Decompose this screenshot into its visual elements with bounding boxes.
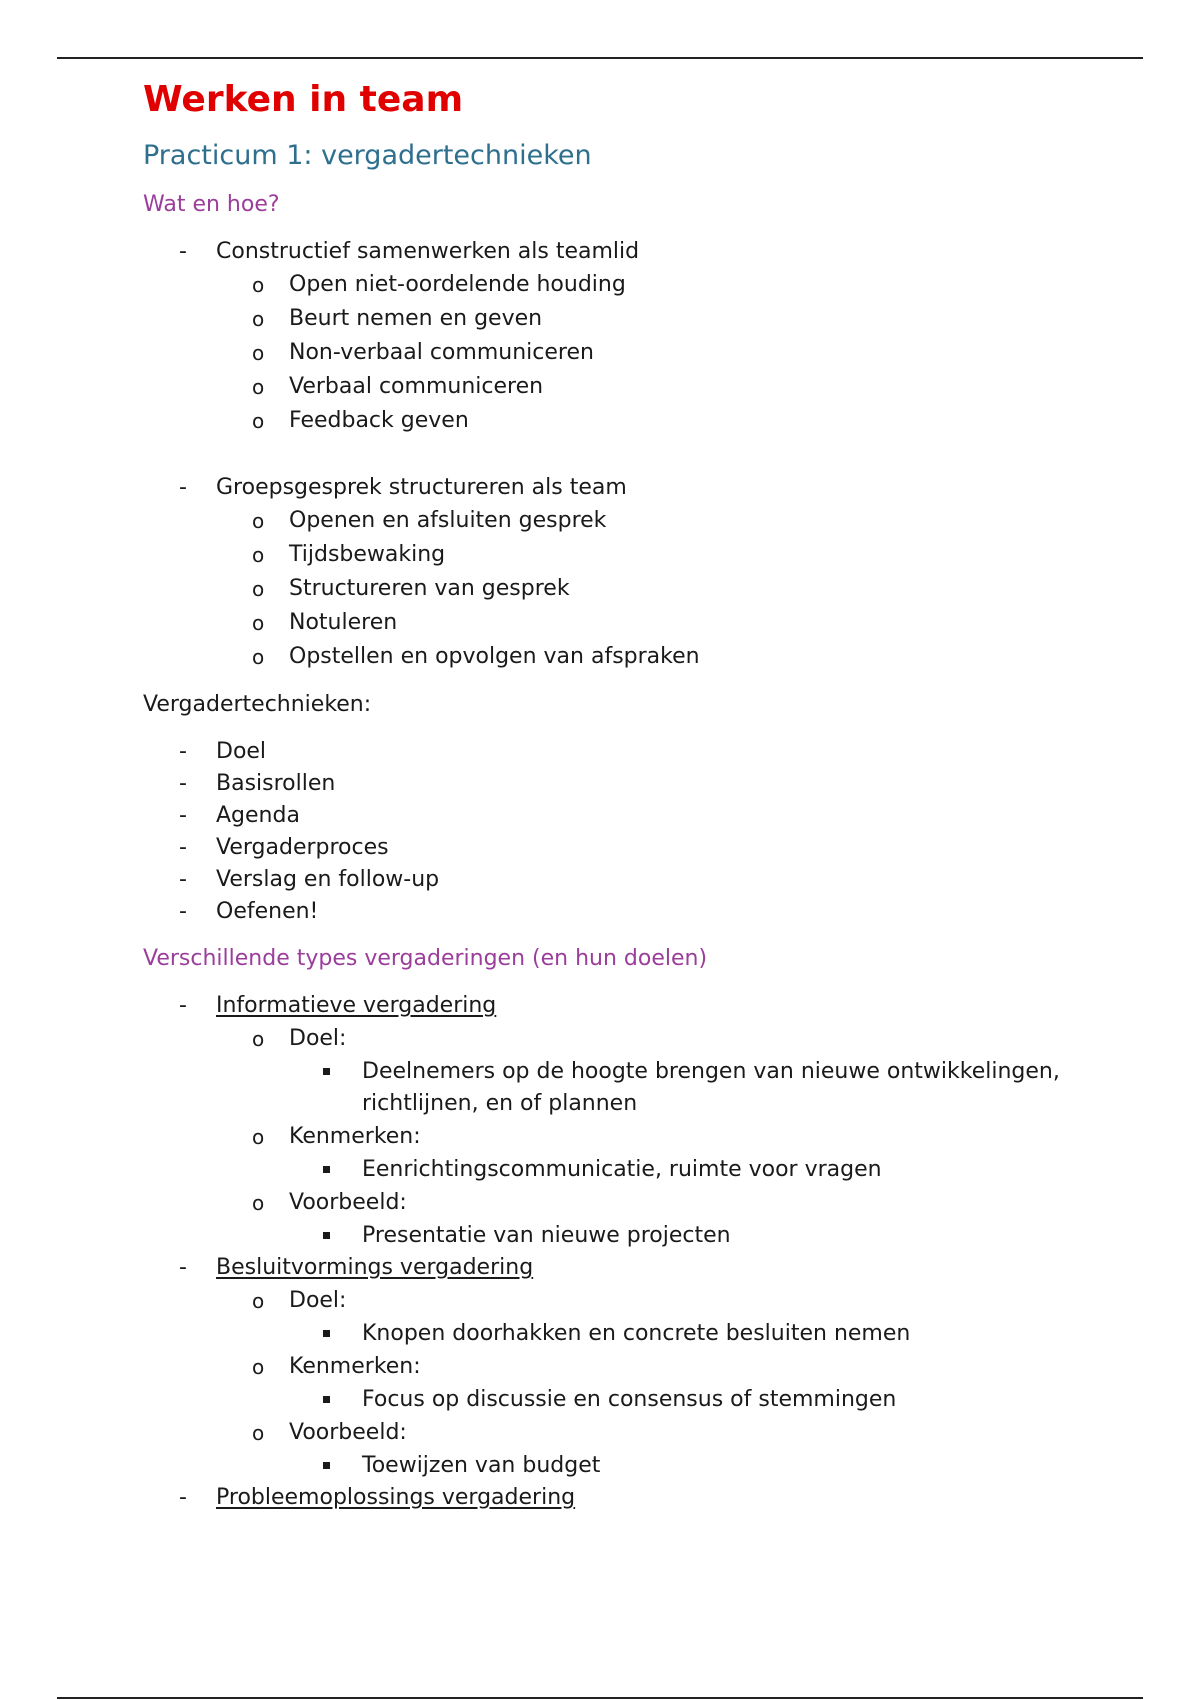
sub-sub-list-item-label: Knopen doorhakken en concrete besluiten nemen xyxy=(362,1321,911,1346)
sub-sub-list xyxy=(289,1220,1143,1252)
circle-bullet-icon: o xyxy=(252,1191,265,1215)
list-item xyxy=(143,800,1143,832)
circle-bullet-icon: o xyxy=(252,1027,265,1051)
square-bullet-icon xyxy=(323,1166,330,1173)
square-bullet-icon xyxy=(323,1462,330,1469)
sub-list-item-label: Structureren van gesprek xyxy=(289,576,570,601)
list-item xyxy=(143,896,1143,928)
meeting-type-label: Besluitvormings vergadering xyxy=(216,1255,534,1280)
dash-bullet-icon: - xyxy=(179,835,187,860)
list-item xyxy=(143,1482,1143,1514)
sub-list-item-label: Opstellen en opvolgen van afspraken xyxy=(289,644,700,669)
dash-bullet-icon: - xyxy=(179,239,187,264)
document-page xyxy=(143,76,1143,1514)
sub-sub-list xyxy=(289,1318,1143,1350)
sub-list-item-label: Voorbeeld: xyxy=(289,1420,407,1445)
dash-bullet-icon: - xyxy=(179,475,187,500)
square-bullet-icon xyxy=(323,1232,330,1239)
sub-sub-list-item xyxy=(289,1450,1143,1482)
sub-list-item xyxy=(216,302,1143,336)
list-item xyxy=(143,990,1143,1252)
sub-list xyxy=(216,504,1143,674)
sub-list-item xyxy=(216,336,1143,370)
circle-bullet-icon: o xyxy=(252,645,265,669)
sub-list-item xyxy=(216,1186,1143,1252)
sub-list-item-label: Notuleren xyxy=(289,610,398,635)
sub-list xyxy=(216,268,1143,438)
sub-list-item xyxy=(216,504,1143,538)
sub-list-item-label: Kenmerken: xyxy=(289,1354,421,1379)
sub-list-item-label: Feedback geven xyxy=(289,408,469,433)
circle-bullet-icon: o xyxy=(252,1355,265,1379)
sub-list-item xyxy=(216,1022,1143,1120)
meeting-type-label: Informatieve vergadering xyxy=(216,993,497,1018)
sub-sub-list-item xyxy=(289,1318,1143,1350)
sub-list-item-label: Non-verbaal communiceren xyxy=(289,340,594,365)
meeting-type-label: Probleemoplossings vergadering xyxy=(216,1485,576,1510)
vergadertechnieken-list xyxy=(143,736,1143,928)
sub-sub-list-item-label: Presentatie van nieuwe projecten xyxy=(362,1223,731,1248)
circle-bullet-icon: o xyxy=(252,307,265,331)
list-item-label: Basisrollen xyxy=(216,771,336,796)
page-subtitle: Practicum 1: vergadertechnieken xyxy=(143,140,592,171)
circle-bullet-icon: o xyxy=(252,1125,265,1149)
circle-bullet-icon: o xyxy=(252,341,265,365)
sub-sub-list xyxy=(289,1056,1143,1120)
sub-list xyxy=(216,1284,1143,1482)
vergadertechnieken-label: Vergadertechnieken: xyxy=(143,692,372,717)
sub-list-item-label: Beurt nemen en geven xyxy=(289,306,543,331)
list-item-label: Vergaderproces xyxy=(216,835,389,860)
sub-list-item xyxy=(216,606,1143,640)
sub-list-item xyxy=(216,538,1143,572)
sub-list-item xyxy=(216,572,1143,606)
types-list xyxy=(143,990,1143,1514)
list-item xyxy=(143,832,1143,864)
list-item-label: Verslag en follow-up xyxy=(216,867,440,892)
sub-sub-list-item-label: Focus op discussie en consensus of stemmingen xyxy=(362,1387,897,1412)
sub-sub-list-item xyxy=(289,1056,1143,1120)
bottom-rule xyxy=(57,1697,1143,1699)
list-item-label: Agenda xyxy=(216,803,300,828)
circle-bullet-icon: o xyxy=(252,509,265,533)
dash-bullet-icon: - xyxy=(179,1255,187,1280)
list-item xyxy=(143,236,1143,472)
sub-sub-list-item xyxy=(289,1154,1143,1186)
circle-bullet-icon: o xyxy=(252,543,265,567)
sub-list-item xyxy=(216,1120,1143,1186)
circle-bullet-icon: o xyxy=(252,273,265,297)
sub-sub-list-item-label: Toewijzen van budget xyxy=(362,1453,601,1478)
sub-list-item xyxy=(216,268,1143,302)
list-item xyxy=(143,736,1143,768)
list-item xyxy=(143,1252,1143,1482)
sub-list-item xyxy=(216,640,1143,674)
circle-bullet-icon: o xyxy=(252,577,265,601)
dash-bullet-icon: - xyxy=(179,993,187,1018)
sub-list-item-label: Verbaal communiceren xyxy=(289,374,544,399)
sub-list-item-label: Voorbeeld: xyxy=(289,1190,407,1215)
section-heading-types: Verschillende types vergaderingen (en hun doelen) xyxy=(143,946,708,971)
sub-list-item-label: Tijdsbewaking xyxy=(289,542,446,567)
circle-bullet-icon: o xyxy=(252,1421,265,1445)
sub-list-item-label: Doel: xyxy=(289,1026,347,1051)
top-rule xyxy=(57,57,1143,59)
list-item-label: Doel xyxy=(216,739,267,764)
sub-list-item-label: Open niet-oordelende houding xyxy=(289,272,626,297)
list-item-label: Oefenen! xyxy=(216,899,319,924)
sub-list-item-label: Openen en afsluiten gesprek xyxy=(289,508,607,533)
dash-bullet-icon: - xyxy=(179,739,187,764)
square-bullet-icon xyxy=(323,1068,330,1075)
square-bullet-icon xyxy=(323,1396,330,1403)
sub-sub-list xyxy=(289,1384,1143,1416)
dash-bullet-icon: - xyxy=(179,771,187,796)
sub-list-item-label: Doel: xyxy=(289,1288,347,1313)
sub-sub-list-item xyxy=(289,1220,1143,1252)
dash-bullet-icon: - xyxy=(179,803,187,828)
square-bullet-icon xyxy=(323,1330,330,1337)
sub-sub-list-item-label: Deelnemers op de hoogte brengen van nieuwe ontwikkelingen, richtlijnen, en of plannen xyxy=(362,1059,1060,1116)
sub-sub-list xyxy=(289,1154,1143,1186)
sub-list-item xyxy=(216,370,1143,404)
sub-list-item xyxy=(216,404,1143,438)
dash-bullet-icon: - xyxy=(179,1485,187,1510)
sub-sub-list xyxy=(289,1450,1143,1482)
page-title: Werken in team xyxy=(143,79,464,120)
circle-bullet-icon: o xyxy=(252,409,265,433)
circle-bullet-icon: o xyxy=(252,1289,265,1313)
circle-bullet-icon: o xyxy=(252,375,265,399)
dash-bullet-icon: - xyxy=(179,899,187,924)
sub-sub-list-item xyxy=(289,1384,1143,1416)
circle-bullet-icon: o xyxy=(252,611,265,635)
list-item-label: Groepsgesprek structureren als team xyxy=(216,475,627,500)
dash-bullet-icon: - xyxy=(179,867,187,892)
spacer xyxy=(216,438,1143,472)
list-item-label: Constructief samenwerken als teamlid xyxy=(216,239,640,264)
sub-list xyxy=(216,1022,1143,1252)
sub-list-item-label: Kenmerken: xyxy=(289,1124,421,1149)
list-item xyxy=(143,472,1143,674)
wat-en-hoe-list xyxy=(143,236,1143,674)
sub-list-item xyxy=(216,1350,1143,1416)
list-item xyxy=(143,864,1143,896)
sub-sub-list-item-label: Eenrichtingscommunicatie, ruimte voor vragen xyxy=(362,1157,882,1182)
sub-list-item xyxy=(216,1284,1143,1350)
section-heading-wat-en-hoe: Wat en hoe? xyxy=(143,192,280,217)
list-item xyxy=(143,768,1143,800)
sub-list-item xyxy=(216,1416,1143,1482)
